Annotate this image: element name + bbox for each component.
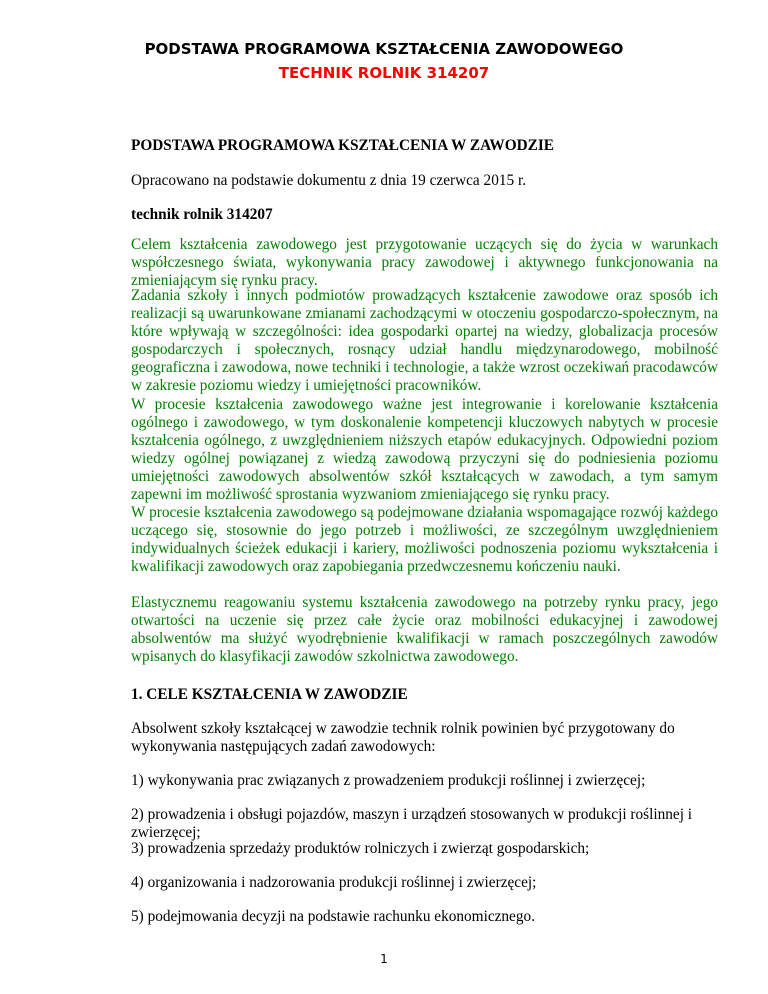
source-note: Opracowano na podstawie dokumentu z dnia 19 czerwca 2015 r. [131, 172, 527, 189]
paragraph-2: Zadania szkoły i innych podmiotów prowadzących kształcenie zawodowe oraz sposób ich realizacji są uwarunkowane zmianami zachodzącymi w otoczeniu gospodarczo-społecznym, na które wpływają w szczególności: idea gospodarki opartej na wiedzy, globalizacja procesów gospodarczych i społecznych, rosnący udział handlu międzynarodowego, mobilność geograficzna i zawodowa, nowe techniki i technologie, a także wzrost oczekiwań pracodawców w zakresie poziomu wiedzy i umiejętności pracowników. [131, 287, 718, 394]
page-header-title: PODSTAWA PROGRAMOWA KSZTAŁCENIA ZAWODOWEGO [144, 40, 624, 58]
task-item-4: 4) organizowania i nadzorowania produkcji roślinnej i zwierzęcej; [131, 874, 537, 891]
page-header-subtitle: TECHNIK ROLNIK 314207 [278, 64, 490, 82]
paragraph-3: W procesie kształcenia zawodowego ważne jest integrowanie i korelowanie kształcenia ogólnego i zawodowego, w tym doskonalenie kompetencji kluczowych nabytych w procesie kształcenia ogólnego, z uwzględnieniem niższych etapów edukacyjnych. Odpowiedni poziom wiedzy ogólnej powiązanej z wiedzą zawodową przyczyni się do podniesienia poziomu umiejętności zawodowych absolwentów szkół kształcących w zawodach, a tym samym zapewni im możliwość sprostania wyzwaniom zmieniającego się rynku pracy. [131, 396, 718, 503]
paragraph-5: Elastycznemu reagowaniu systemu kształcenia zawodowego na potrzeby rynku pracy, jego otwartości na uczenie się przez całe życie oraz mobilności edukacyjnej i zawodowej absolwentów ma służyć wyodrębnienie kwalifikacji w ramach poszczególnych zawodów wpisanych do klasyfikacji zawodów szkolnictwa zawodowego. [131, 594, 718, 665]
profession-label: technik rolnik 314207 [131, 206, 273, 223]
page-number: 1 [380, 952, 388, 966]
section-1-intro: Absolwent szkoły kształcącej w zawodzie technik rolnik powinien być przygotowany do wykonywania następujących zadań zawodowych: [131, 720, 675, 755]
document-heading: PODSTAWA PROGRAMOWA KSZTAŁCENIA W ZAWODZIE [131, 137, 555, 154]
paragraph-4: W procesie kształcenia zawodowego są podejmowane działania wspomagające rozwój każdego uczącego się, stosownie do jego potrzeb i możliwości, ze szczególnym uwzględnieniem indywidualnych ścieżek edukacji i kariery, możliwości podnoszenia poziomu wykształcenia i kwalifikacji zawodowych oraz zapobiegania przedwczesnemu kończeniu nauki. [131, 504, 718, 575]
task-item-1: 1) wykonywania prac związanych z prowadzeniem produkcji roślinnej i zwierzęcej; [131, 772, 646, 789]
task-item-5: 5) podejmowania decyzji na podstawie rachunku ekonomicznego. [131, 908, 535, 925]
paragraph-1: Celem kształcenia zawodowego jest przygotowanie uczących się do życia w warunkach współczesnego świata, wykonywania pracy zawodowej i aktywnego funkcjonowania na zmieniającym się rynku pracy. [131, 236, 718, 289]
task-item-2: 2) prowadzenia i obsługi pojazdów, maszyn i urządzeń stosowanych w produkcji roślinnej i zwierzęcej; [131, 806, 693, 841]
task-item-3: 3) prowadzenia sprzedaży produktów rolniczych i zwierząt gospodarskich; [131, 840, 590, 857]
section-1-heading: 1. CELE KSZTAŁCENIA W ZAWODZIE [131, 686, 408, 703]
